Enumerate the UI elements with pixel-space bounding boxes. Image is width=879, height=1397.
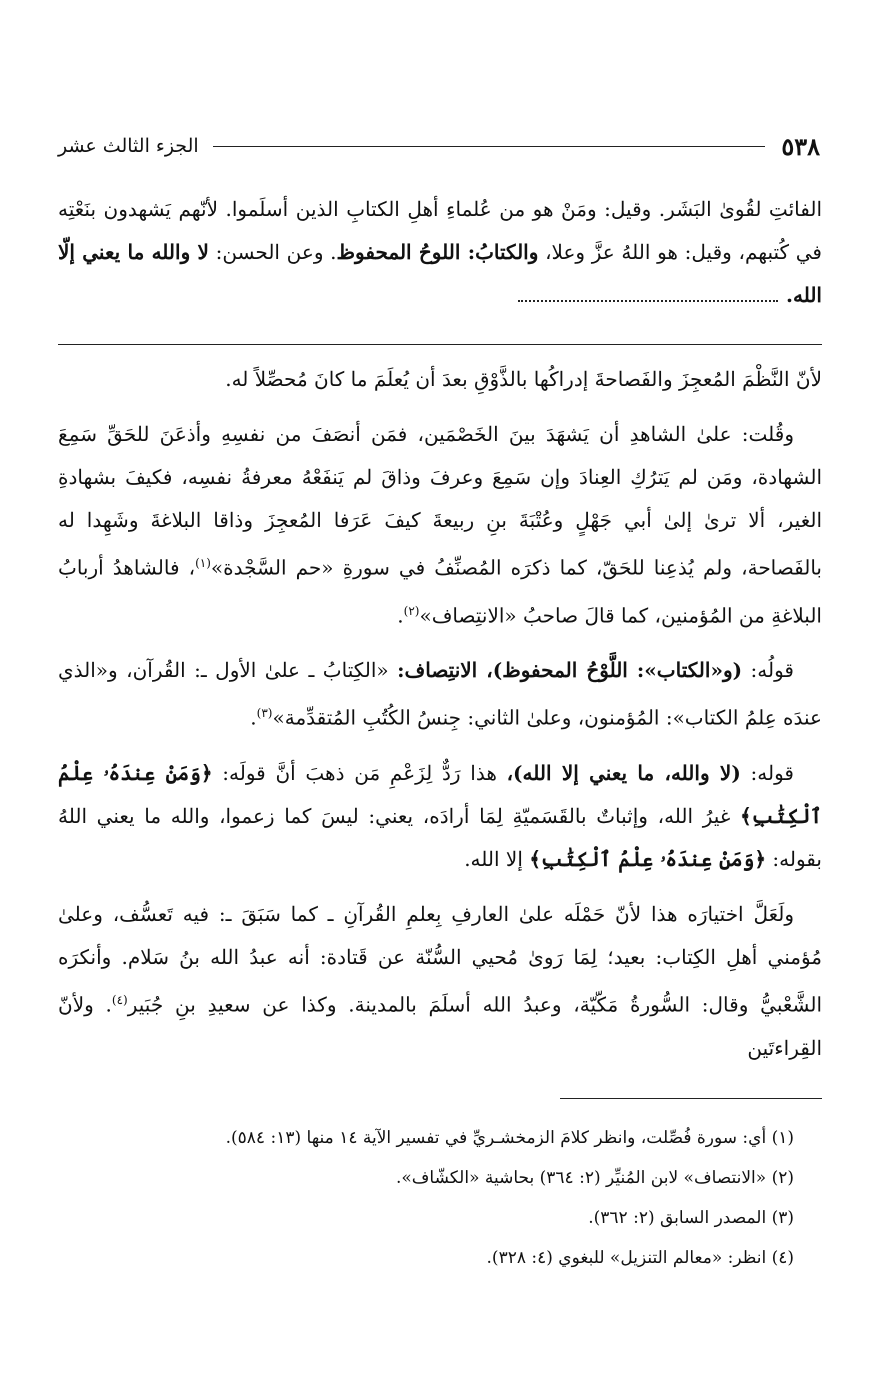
quran-quote: ﴿وَمَنْ عِندَهُۥ عِلْمُ ٱلْكِتَٰبِ﴾ bbox=[529, 846, 767, 871]
footnote: (٣) المصدر السابق (٢: ٣٦٢). bbox=[588, 1208, 794, 1228]
commentary-body bbox=[58, 358, 822, 1078]
paragraph-text: لأنّ النَّظْمَ المُعجِزَ والفَصاحةَ إدراكُها بالذَّوْقِ بعدَ أن يُعلَمَ ما كانَ مُحصِّلاً له. bbox=[225, 367, 822, 391]
footnote: (١) أي: سورة فُصِّلت، وانظر كلامَ الزمخشـريِّ في تفسير الآية ١٤ منها (١٣: ٥٨٤). bbox=[225, 1128, 794, 1148]
paragraph bbox=[58, 358, 822, 401]
paragraph bbox=[58, 649, 822, 740]
quote-bold-phrase: والكتابُ: اللوحُ المحفوظ bbox=[336, 240, 539, 264]
quote-text: الفائتِ لقُوىٰ البَشَر. وقيل: ومَنْ هو من عُلماءِ أهلِ الكتابِ الذين أسلَموا. لأنّهم يَشهدون بنَعْتِه في كُتبهم، وقيل: هو اللهُ عزَّ وعلا، bbox=[58, 197, 822, 264]
running-header bbox=[58, 128, 820, 164]
footnote-marker[interactable]: (١) bbox=[195, 556, 211, 570]
footnote: (٢) «الانتصاف» لابن المُنيِّر (٢: ٣٦٤) بحاشية «الكشّاف». bbox=[396, 1168, 794, 1188]
header-rule bbox=[213, 146, 766, 147]
footnote-marker[interactable]: (٤) bbox=[111, 992, 128, 1007]
paragraph-text: «الكِتابُ ـ علىٰ الأول ـ: القُرآن، و«الذي عندَه عِلمُ الكتاب»: المُؤمنون، وعلىٰ الثاني: جِنسُ الكُتُبِ المُتقدِّمة» bbox=[58, 658, 822, 730]
quoted-commentary-text bbox=[58, 188, 822, 344]
paragraph-text: . bbox=[397, 603, 404, 628]
paragraph-text: ، فالشاهدُ أربابُ البلاغةِ من المُؤمنين، كما قالَ صاحبُ «الانتِصاف» bbox=[58, 555, 822, 628]
paragraph-text: ولَعَلَّ اختيارَه هذا لأنّ حَمْلَه علىٰ العارفِ بِعلمِ القُرآنِ ـ كما سَبَقَ ـ: فيه تَعسُّف، وعلىٰ مُؤمني أهلِ الكِتاب: بعيد؛ لِمَا رَوىٰ مُحيي السُّنّة عن قَتادة: أنه عبدُ الله بنُ سَلام. وأنكرَه الشَّعْبيُّ وقال: السُّورةُ مَكّيّة، وعبدُ الله أسلَمَ بالمدينة. وكذا عن سعيدِ بنِ جُبَير bbox=[58, 901, 822, 1017]
paragraph-text: وقُلت: علىٰ الشاهدِ أن يَشهَدَ بينَ الخَصْمَين، فمَن أنصَفَ من نفسِهِ وأذعَنَ للحَقِّ سَمِعَ الشهادة، ومَن لم يَترُكِ العِنادَ وإن سَمِعَ وعرفَ وذاقَ لم يَنفَعْهُ معرفةُ نفسِه، فكيفَ بشهادةِ الغير، ألا ترىٰ إلىٰ أبي جَهْلٍ وعُتْبَةَ بنِ ربيعةَ كيفَ عَرَفا المُعجِزَ وذاقا البلاغةَ وشَهِدا له بالفَصاحة، ولم يُذعِنا للحَقّ، كما ذكرَه المُصنِّفُ في سورةِ «حم السَّجْدة» bbox=[58, 422, 822, 580]
quote-bold-phrase: لا والله ما يعني إلّا الله. bbox=[58, 240, 822, 307]
dotted-leader bbox=[518, 290, 778, 302]
footnote: (٤) انظر: «معالم التنزيل» للبغوي (٤: ٣٢٨). bbox=[486, 1248, 794, 1268]
paragraph-text: . bbox=[250, 705, 257, 730]
quran-quote: ﴿وَمَنْ عِندَهُۥ عِلْمُ ٱلْكِتَٰبِ﴾ bbox=[58, 760, 822, 828]
bold-lemma: (و«الكتاب»: اللَّوْحُ المحفوظ)، الانتِصاف: bbox=[397, 658, 743, 683]
paragraph-text: قولُه: bbox=[742, 658, 794, 683]
paragraph-text: إلا الله. bbox=[464, 846, 530, 871]
section-separator bbox=[58, 344, 822, 345]
footnote-marker[interactable]: (٣) bbox=[256, 706, 273, 721]
paragraph bbox=[58, 413, 822, 637]
quote-text: . وعن الحسن: bbox=[208, 240, 337, 264]
part-title: الجزء الثالث عشر bbox=[58, 135, 199, 157]
paragraph-text: هذا رَدٌّ لِزَعْمِ مَن ذهبَ أنَّ قولَه: bbox=[212, 760, 507, 785]
paragraph-text: . ولأنّ القِراءتَين bbox=[58, 992, 822, 1060]
paragraph-text: غيرُ الله، وإثباتٌ بالقَسَميّةِ لِمَا أرادَه، يعني: ليسَ كما زعموا، والله ما يعني اللهُ بقوله: bbox=[58, 803, 822, 871]
footnote-rule bbox=[560, 1098, 822, 1099]
paragraph bbox=[58, 893, 822, 1070]
page-number: ٥٣٨ bbox=[781, 131, 820, 161]
bold-lemma: (لا والله، ما يعني إلا الله)، bbox=[506, 760, 741, 785]
footnotes bbox=[58, 1118, 822, 1278]
footnote-marker[interactable]: (٢) bbox=[403, 603, 420, 618]
paragraph-text: قوله: bbox=[740, 760, 794, 785]
paragraph bbox=[58, 752, 822, 881]
